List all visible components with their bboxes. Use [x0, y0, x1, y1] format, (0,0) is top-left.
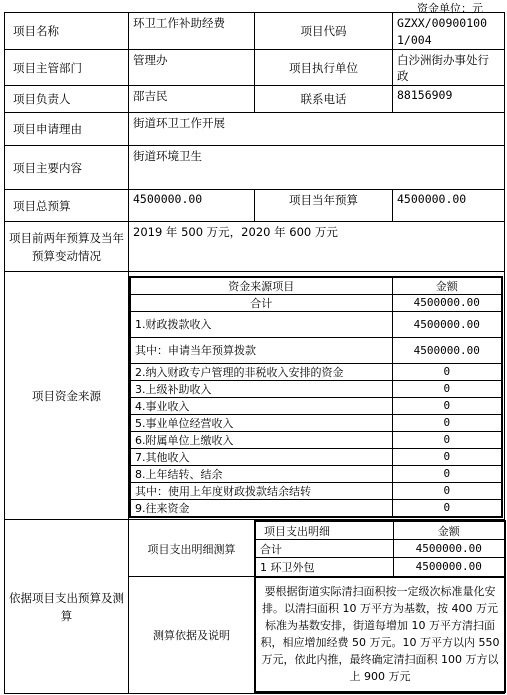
funding-row — [130, 294, 502, 311]
funding-header-source: 资金来源项目 — [130, 277, 392, 295]
content-value: 街道环境卫生 — [129, 146, 505, 190]
reason-label: 项目申请理由 — [5, 113, 129, 146]
row-department — [5, 50, 505, 86]
row-total-budget — [5, 190, 505, 222]
funding-row — [130, 465, 502, 482]
expense-detail-label: 项目支出明细测算 — [129, 521, 255, 577]
funding-item-name: 4.事业收入 — [130, 397, 392, 414]
project-name-label: 项目名称 — [5, 13, 129, 50]
funding-row — [130, 363, 502, 380]
expense-basis-label: 依据项目支出预算及测算 — [5, 520, 129, 694]
budget-change-label: 项目前两年预算及当年预算变动情况 — [5, 222, 129, 272]
expense-basis-cell — [129, 520, 505, 694]
funding-item-name: 2.纳入财政专户管理的非税收入安排的资金 — [130, 363, 392, 380]
phone-label: 联系电话 — [255, 86, 393, 113]
funding-source-label: 项目资金来源 — [5, 272, 129, 520]
expense-header-row — [129, 521, 505, 540]
currency-unit-label: 资金单位：元 — [417, 2, 483, 15]
funding-item-amount: 0 — [392, 431, 502, 448]
funding-row — [130, 337, 502, 363]
funding-item-name: 合计 — [130, 294, 392, 311]
funding-item-amount: 0 — [392, 397, 502, 414]
executing-unit-value: 白沙洲街办事处行政 — [393, 50, 505, 86]
total-budget-label: 项目总预算 — [5, 190, 129, 222]
department-label: 项目主管部门 — [5, 50, 129, 86]
expense-item-amount: 4500000.00 — [393, 558, 505, 577]
total-budget-value: 4500000.00 — [129, 190, 255, 222]
row-person — [5, 86, 505, 113]
funding-header-amount: 金额 — [392, 277, 502, 295]
funding-row — [130, 380, 502, 397]
row-expense-basis — [5, 520, 505, 694]
funding-item-amount: 0 — [392, 465, 502, 482]
expense-item-name: 合计 — [255, 540, 393, 558]
funding-item-name: 其中：使用上年度财政拨款结余结转 — [130, 482, 392, 499]
funding-source-cell — [129, 272, 505, 520]
expense-item-amount: 4500000.00 — [393, 540, 505, 558]
funding-item-name: 6.附属单位上缴收入 — [130, 431, 392, 448]
funding-row — [130, 499, 502, 517]
row-funding-sources — [5, 272, 505, 520]
funding-item-name: 其中：申请当年预算拨款 — [130, 337, 392, 363]
funding-item-amount: 0 — [392, 414, 502, 431]
current-budget-label: 项目当年预算 — [255, 190, 393, 222]
expense-header-amount: 金额 — [393, 521, 505, 540]
funding-row — [130, 431, 502, 448]
project-code-label: 项目代码 — [255, 13, 393, 50]
expense-header-item: 项目支出明细 — [255, 521, 393, 540]
funding-row — [130, 311, 502, 337]
funding-item-name: 9.往来资金 — [130, 499, 392, 517]
department-value: 管理办 — [129, 50, 255, 86]
funding-item-amount: 0 — [392, 482, 502, 499]
person-label: 项目负责人 — [5, 86, 129, 113]
funding-item-name: 5.事业单位经营收入 — [130, 414, 392, 431]
expense-item-name: 1 环卫外包 — [255, 558, 393, 577]
project-name-value: 环卫工作补助经费 — [129, 13, 255, 50]
funding-item-name: 3.上级补助收入 — [130, 380, 392, 397]
expense-detail-table — [129, 520, 506, 693]
funding-row — [130, 482, 502, 499]
row-budget-change — [5, 222, 505, 272]
funding-item-amount: 4500000.00 — [392, 294, 502, 311]
phone-value: 88156909 — [393, 86, 505, 113]
funding-source-table — [129, 276, 503, 518]
funding-item-name: 1.财政拨款收入 — [130, 311, 392, 337]
funding-row — [130, 397, 502, 414]
basis-row — [129, 577, 505, 692]
current-budget-value: 4500000.00 — [393, 190, 505, 222]
funding-item-amount: 0 — [392, 448, 502, 465]
funding-row — [130, 414, 502, 431]
basis-label: 测算依据及说明 — [129, 577, 255, 692]
content-label: 项目主要内容 — [5, 146, 129, 190]
person-value: 邵吉民 — [129, 86, 255, 113]
funding-item-amount: 4500000.00 — [392, 337, 502, 363]
funding-item-amount: 0 — [392, 363, 502, 380]
funding-header-row — [130, 277, 502, 295]
funding-item-name: 7.其他收入 — [130, 448, 392, 465]
budget-change-value: 2019 年 500 万元，2020 年 600 万元 — [129, 222, 505, 272]
funding-item-amount: 0 — [392, 380, 502, 397]
row-reason — [5, 113, 505, 146]
reason-value: 街道环卫工作开展 — [129, 113, 505, 146]
row-content — [5, 146, 505, 190]
funding-row — [130, 448, 502, 465]
funding-item-amount: 0 — [392, 499, 502, 517]
row-project-name — [5, 13, 505, 50]
project-code-value: GZXX/009001001/004 — [393, 13, 505, 50]
funding-item-name: 8.上年结转、结余 — [130, 465, 392, 482]
executing-unit-label: 项目执行单位 — [255, 50, 393, 86]
project-budget-table — [4, 12, 505, 694]
basis-text: 要根据街道实际清扫面积按一定级次标准量化安排。以清扫面积 10 万平方为基数，按 400 万元标准为基数安排，街道每增加 10 万平方清扫面积，相应增加经费 50 万元。10 万平方以内 550 万元，依此内推，最终确定清扫面积 100 万方以上 900 万元 — [255, 577, 505, 692]
funding-item-amount: 4500000.00 — [392, 311, 502, 337]
